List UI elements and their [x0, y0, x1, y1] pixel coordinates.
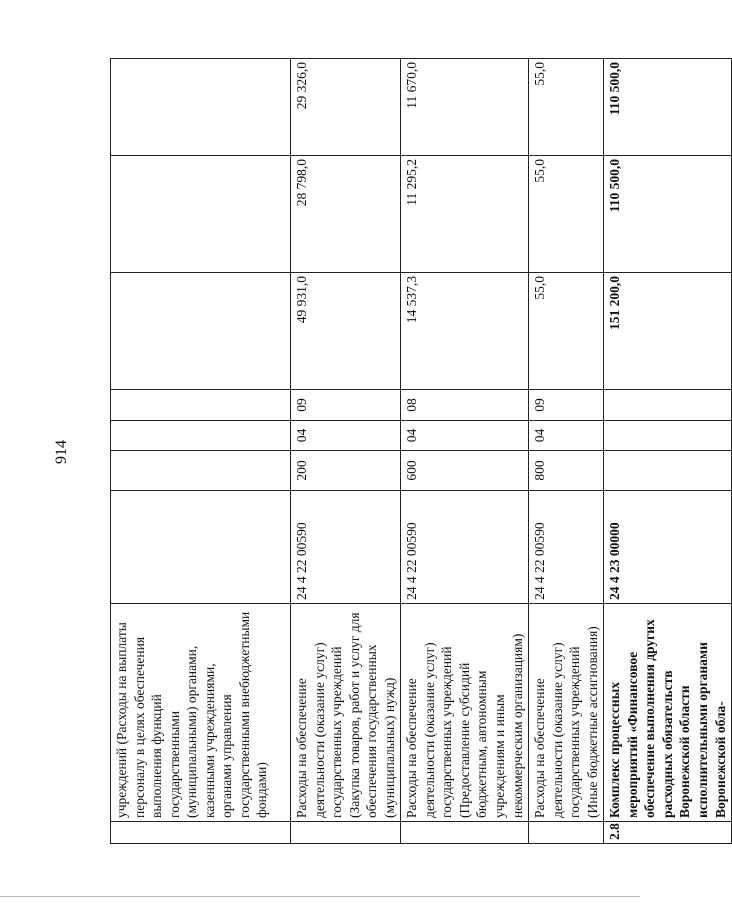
table-body [111, 59, 732, 844]
cell-code: 24 4 22 00590 [401, 491, 529, 604]
cell-v1: 151 200,0 [604, 273, 732, 390]
cell-num: 2.8 [604, 822, 732, 844]
cell-v3: 110 500,0 [604, 59, 732, 156]
cell-description: Комплекс процессных мероприятий «Финансовое обеспечение выполнения других расходных обязательств Воронежской области исполнительными органами Воронежской обла- [604, 604, 732, 822]
cell-code: 24 4 23 00000 [604, 491, 732, 604]
cell-rz: 04 [401, 421, 529, 451]
cell-code [111, 491, 291, 604]
cell-pr: 08 [401, 390, 529, 421]
cell-description: учреждений (Расходы на выплаты персоналу в целях обеспечения выполнения функций государственными (муниципальными) органами, казенными учреждениями, органами управления государственными внебюджетными фондами) [111, 604, 291, 822]
rotated-table-wrapper [110, 59, 728, 844]
cell-rz [111, 421, 291, 451]
cell-code: 24 4 22 00590 [291, 491, 401, 604]
cell-v2: 11 295,2 [401, 156, 529, 273]
cell-v1: 49 931,0 [291, 273, 401, 390]
scan-edge-line [0, 896, 640, 897]
cell-v3: 11 670,0 [401, 59, 529, 156]
table-row [401, 59, 529, 844]
cell-v3: 29 326,0 [291, 59, 401, 156]
cell-v1 [111, 273, 291, 390]
cell-pr [604, 390, 732, 421]
cell-code: 24 4 22 00590 [529, 491, 604, 604]
budget-table [110, 58, 732, 844]
cell-pr [111, 390, 291, 421]
cell-num [529, 822, 604, 844]
cell-v1: 14 537,3 [401, 273, 529, 390]
cell-rz: 04 [291, 421, 401, 451]
cell-vr: 200 [291, 451, 401, 491]
table-row [529, 59, 604, 844]
cell-v2: 110 500,0 [604, 156, 732, 273]
table-row [291, 59, 401, 844]
cell-num [401, 822, 529, 844]
cell-num [111, 822, 291, 844]
table-row [111, 59, 291, 844]
cell-rz [604, 421, 732, 451]
page-number: 914 [53, 440, 70, 464]
table-row [604, 59, 732, 844]
cell-v2: 55,0 [529, 156, 604, 273]
cell-rz: 04 [529, 421, 604, 451]
cell-description: Расходы на обеспечение деятельности (оказание услуг) государственных учреждений (Закупка товаров, работ и услуг для обеспечения государственных (муниципальных) нужд) [291, 604, 401, 822]
cell-v2 [111, 156, 291, 273]
cell-description: Расходы на обеспечение деятельности (оказание услуг) государственных учреждений (Предоставление субсидий бюджетным, автономным учреждениям и иным некоммерческим организациям) [401, 604, 529, 822]
cell-description: Расходы на обеспечение деятельности (оказание услуг) государственных учреждений (Иные бюджетные ассигнования) [529, 604, 604, 822]
cell-vr [111, 451, 291, 491]
cell-vr: 800 [529, 451, 604, 491]
cell-vr [604, 451, 732, 491]
cell-num [291, 822, 401, 844]
cell-pr: 09 [291, 390, 401, 421]
cell-pr: 09 [529, 390, 604, 421]
cell-vr: 600 [401, 451, 529, 491]
cell-v2: 28 798,0 [291, 156, 401, 273]
cell-v1: 55,0 [529, 273, 604, 390]
cell-v3: 55,0 [529, 59, 604, 156]
cell-v3 [111, 59, 291, 156]
